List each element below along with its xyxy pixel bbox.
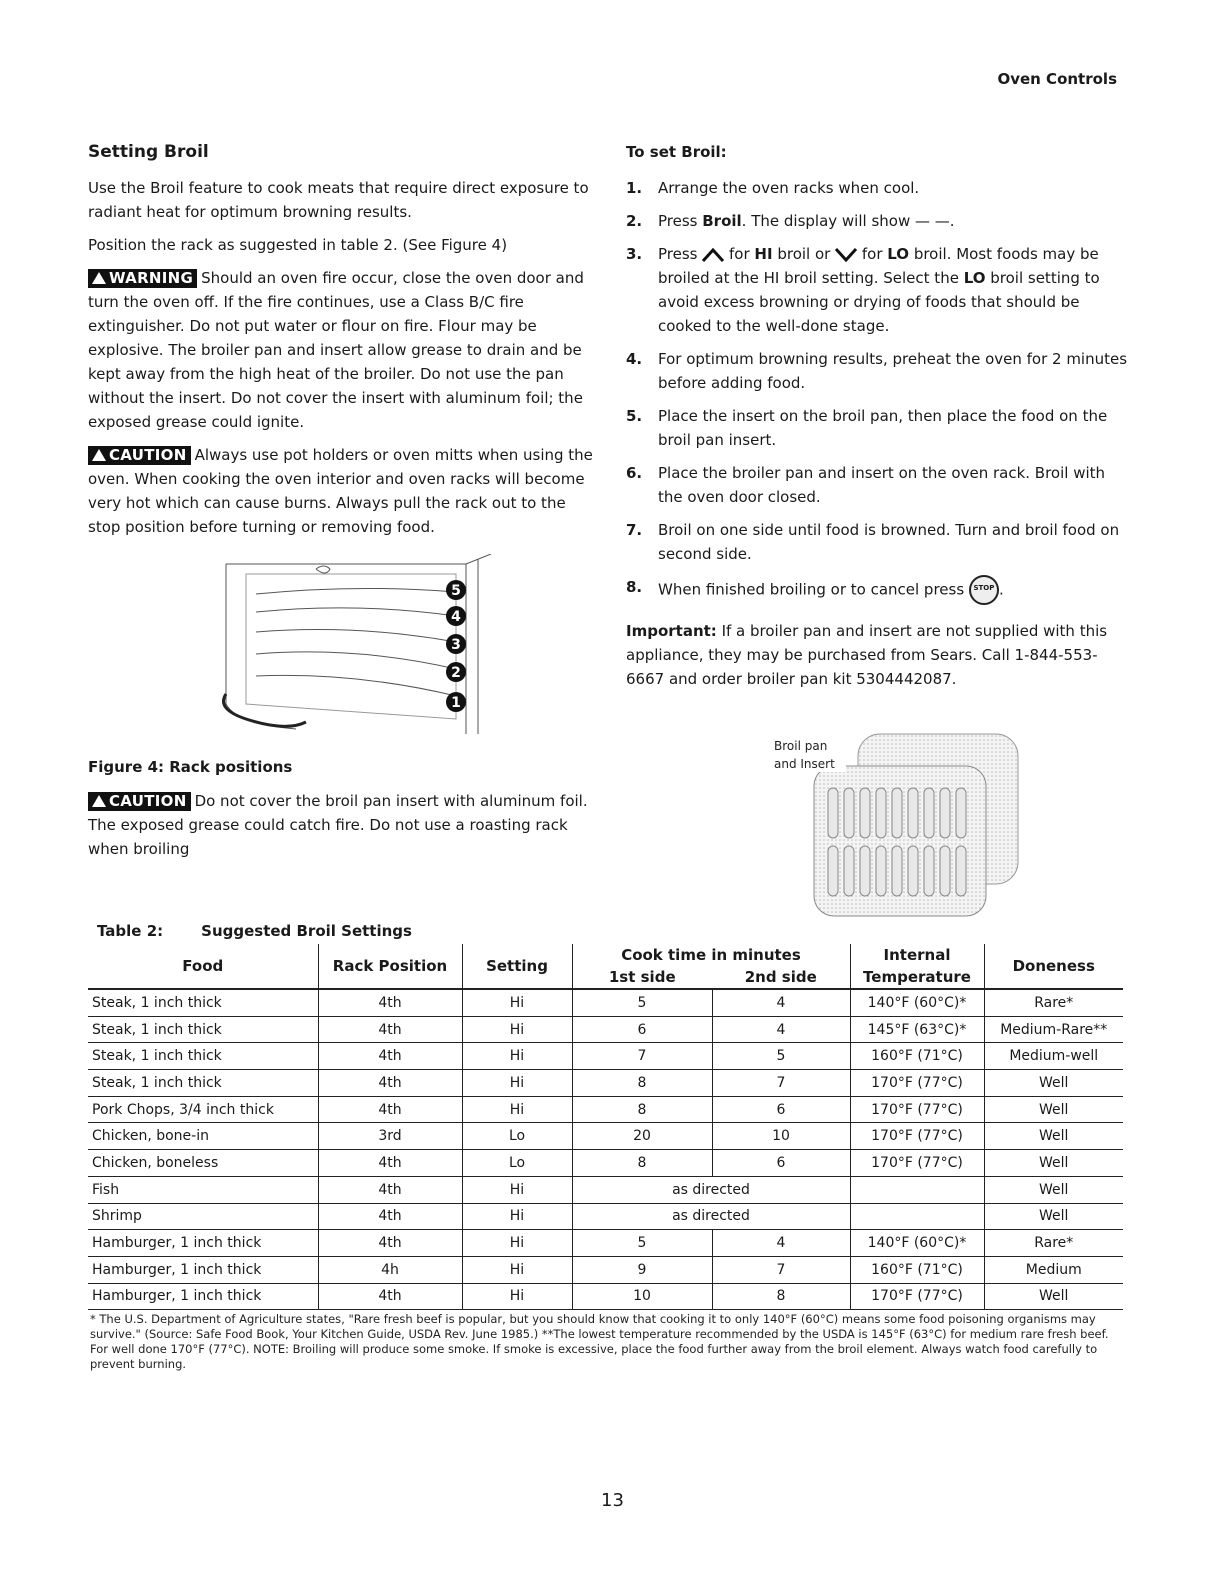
table-cell: 4 xyxy=(712,1016,850,1043)
caution-text-2: Do not cover the broil pan insert with aluminum foil. The exposed grease could catch fire. Do not use a roasting rack when broiling xyxy=(88,792,588,858)
table-cell: 5 xyxy=(572,1230,712,1257)
table-row xyxy=(88,1230,1123,1257)
table-cell: Fish xyxy=(88,1176,318,1203)
table-cell: 6 xyxy=(712,1150,850,1177)
table-cell: 170°F (77°C) xyxy=(850,1123,984,1150)
steps-title: To set Broil: xyxy=(626,143,727,161)
table-cell: 4 xyxy=(712,989,850,1016)
section-title: Setting Broil xyxy=(88,142,209,162)
table-cell: Steak, 1 inch thick xyxy=(88,989,318,1016)
table-cell: Hi xyxy=(462,1256,572,1283)
step-3: 3. Press for HI broil or for LO broil. Most foods may be broiled at the HI broil setting. Select the LO broil setting to avoid excess browning or drying of foods that should be cooked to the well-done stage. xyxy=(626,245,1100,335)
table-row xyxy=(88,1123,1123,1150)
table-row xyxy=(88,1176,1123,1203)
table-cell: 8 xyxy=(712,1283,850,1310)
table-cell: Well xyxy=(984,1283,1123,1310)
table-cell: 7 xyxy=(712,1070,850,1097)
table-cell: Medium-Rare** xyxy=(984,1016,1123,1043)
table-caption xyxy=(97,922,450,940)
table-cell: 170°F (77°C) xyxy=(850,1096,984,1123)
table-cell: 6 xyxy=(572,1016,712,1043)
table-cell: Medium-well xyxy=(984,1043,1123,1070)
caution-block-2 xyxy=(88,789,598,861)
table-cell: Shrimp xyxy=(88,1203,318,1230)
table-cell: 4 xyxy=(712,1230,850,1257)
important-note: Important: If a broiler pan and insert are not supplied with this appliance, they may be purchased from Sears. Call 1-844-553-6667 and order broiler pan kit 5304442087. xyxy=(626,622,1108,688)
table-cell: 7 xyxy=(712,1256,850,1283)
table-row xyxy=(88,1256,1123,1283)
stop-button-icon: STOP xyxy=(969,575,999,605)
table-cell: 4th xyxy=(318,989,462,1016)
table-cell: Hi xyxy=(462,1070,572,1097)
table-cell: 4th xyxy=(318,1016,462,1043)
col-rack-position: Rack Position xyxy=(318,944,462,989)
table-cell: 4th xyxy=(318,1203,462,1230)
table-cell: Chicken, boneless xyxy=(88,1150,318,1177)
rack-1-label: 1 xyxy=(451,695,461,711)
table-cell: 20 xyxy=(572,1123,712,1150)
table-cell: Well xyxy=(984,1070,1123,1097)
col-setting: Setting xyxy=(462,944,572,989)
rack-paragraph: Position the rack as suggested in table 2. (See Figure 4) xyxy=(88,236,508,254)
table-cell: Well xyxy=(984,1176,1123,1203)
col-doneness: Doneness xyxy=(984,944,1123,989)
broil-steps xyxy=(626,176,1132,605)
table-row xyxy=(88,1203,1123,1230)
table-cell: 170°F (77°C) xyxy=(850,1070,984,1097)
table-row xyxy=(88,1150,1123,1177)
table-cell: Hamburger, 1 inch thick xyxy=(88,1230,318,1257)
table-row xyxy=(88,1283,1123,1310)
table-cell: 10 xyxy=(712,1123,850,1150)
table-cell xyxy=(850,1203,984,1230)
figure-caption: Figure 4: Rack positions xyxy=(88,758,293,776)
table-cell: Hamburger, 1 inch thick xyxy=(88,1256,318,1283)
table-cell: Steak, 1 inch thick xyxy=(88,1016,318,1043)
table-cell: Well xyxy=(984,1203,1123,1230)
warning-text: Should an oven fire occur, close the oven door and turn the oven off. If the fire continues, use a Class B/C fire extinguisher. Do not put water or flour on fire. Flour may be explosive. The broiler pan and insert allow grease to drain and be kept away from the high heat of the broiler. Do not use the pan without the insert. Do not cover the insert with aluminum foil; the exposed grease could ignite. xyxy=(88,269,584,431)
table-cell: as directed xyxy=(572,1203,850,1230)
table-cell: 4th xyxy=(318,1283,462,1310)
rack-5-label: 5 xyxy=(451,583,461,599)
rack-2-label: 2 xyxy=(451,665,461,681)
warning-block xyxy=(88,266,598,434)
table-cell: Hi xyxy=(462,1016,572,1043)
table-cell: Hi xyxy=(462,989,572,1016)
table-cell: 145°F (63°C)* xyxy=(850,1016,984,1043)
table-cell: 160°F (71°C) xyxy=(850,1043,984,1070)
alert-triangle-icon xyxy=(92,449,106,461)
table-label: Table 2: xyxy=(97,922,164,940)
rack-number-badges xyxy=(446,580,466,712)
table-cell: Well xyxy=(984,1123,1123,1150)
table-cell: 6 xyxy=(712,1096,850,1123)
table-cell: 140°F (60°C)* xyxy=(850,1230,984,1257)
step-1: 1. Arrange the oven racks when cool. xyxy=(626,179,920,197)
section-header: Oven Controls xyxy=(997,70,1117,88)
caution-text: Always use pot holders or oven mitts when using the oven. When cooking the oven interior and oven racks will become very hot which can cause burns. Always pull the rack out to the stop position before turning or removing food. xyxy=(88,446,593,536)
table-cell: 4th xyxy=(318,1230,462,1257)
up-arrow-icon xyxy=(702,248,724,262)
table-cell: 5 xyxy=(712,1043,850,1070)
rack-3-label: 3 xyxy=(451,637,461,653)
table-cell: Chicken, bone-in xyxy=(88,1123,318,1150)
table-row xyxy=(88,1070,1123,1097)
table-cell: Rare* xyxy=(984,1230,1123,1257)
table-cell: Well xyxy=(984,1096,1123,1123)
table-cell: Well xyxy=(984,1150,1123,1177)
table-cell: Hi xyxy=(462,1043,572,1070)
table-cell: Hi xyxy=(462,1283,572,1310)
table-cell xyxy=(850,1176,984,1203)
table-row xyxy=(88,1016,1123,1043)
table-cell: Pork Chops, 3/4 inch thick xyxy=(88,1096,318,1123)
table-cell: Hi xyxy=(462,1203,572,1230)
pan-label-1: Broil pan xyxy=(774,739,828,753)
col-second-side: 2nd side xyxy=(712,966,850,989)
table-cell: 10 xyxy=(572,1283,712,1310)
step-5: 5. Place the insert on the broil pan, then place the food on the broil pan insert. xyxy=(626,407,1108,449)
footnote: * The U.S. Department of Agriculture states, "Rare fresh beef is popular, but you should know that cooking it to only 140°F (60°C) means some food poisoning organisms may survive." (Source: Safe Food Book, Your Kitchen Guide, USDA Rev. June 1985.) **The lowest temperature recommended by the USDA is 145°F (63°C) for medium rare fresh beef. For well done 170°F (77°C). NOTE: Broiling will produce some smoke. If smoke is excessive, place the food further away from the broil element. Always watch food carefully to prevent burning. xyxy=(90,1312,1109,1371)
warning-badge: WARNING xyxy=(88,269,197,288)
step-7: 7. Broil on one side until food is browned. Turn and broil food on second side. xyxy=(626,521,1120,563)
table-cell: Steak, 1 inch thick xyxy=(88,1043,318,1070)
step-6: 6. Place the broiler pan and insert on the oven rack. Broil with the oven door closed. xyxy=(626,464,1106,506)
rack-positions-figure xyxy=(216,554,506,734)
table-cell: 3rd xyxy=(318,1123,462,1150)
table-title: Suggested Broil Settings xyxy=(201,922,412,940)
table-cell: 140°F (60°C)* xyxy=(850,989,984,1016)
table-cell: 9 xyxy=(572,1256,712,1283)
table-cell: 4th xyxy=(318,1150,462,1177)
left-column xyxy=(88,140,598,870)
broil-settings-table xyxy=(88,944,1123,1310)
step-4: 4. For optimum browning results, preheat the oven for 2 minutes before adding food. xyxy=(626,350,1128,392)
caution-badge: CAUTION xyxy=(88,446,191,465)
caution-block xyxy=(88,443,598,539)
table-cell: as directed xyxy=(572,1176,850,1203)
col-first-side: 1st side xyxy=(572,966,712,989)
table-cell: 170°F (77°C) xyxy=(850,1283,984,1310)
table-cell: Steak, 1 inch thick xyxy=(88,1070,318,1097)
table-row xyxy=(88,1096,1123,1123)
page-number: 13 xyxy=(601,1490,624,1511)
alert-triangle-icon xyxy=(92,272,106,284)
rack-4-label: 4 xyxy=(451,609,461,625)
table-cell: 4th xyxy=(318,1043,462,1070)
table-cell: Lo xyxy=(462,1123,572,1150)
intro-paragraph: Use the Broil feature to cook meats that require direct exposure to radiant heat for optimum browning results. xyxy=(88,179,589,221)
table-cell: 8 xyxy=(572,1070,712,1097)
col-internal-2: Temperature xyxy=(850,966,984,989)
table-cell: Hi xyxy=(462,1176,572,1203)
table-cell: 8 xyxy=(572,1096,712,1123)
table-cell: 4h xyxy=(318,1256,462,1283)
table-cell: 160°F (71°C) xyxy=(850,1256,984,1283)
pan-label-2: and Insert xyxy=(774,757,835,771)
col-food: Food xyxy=(88,944,318,989)
table-cell: 4th xyxy=(318,1176,462,1203)
table-cell: 7 xyxy=(572,1043,712,1070)
table-cell: Hamburger, 1 inch thick xyxy=(88,1283,318,1310)
table-row xyxy=(88,989,1123,1016)
col-internal-1: Internal xyxy=(850,944,984,966)
col-cook-time: Cook time in minutes xyxy=(572,944,850,966)
table-row xyxy=(88,1043,1123,1070)
table-cell: 4th xyxy=(318,1070,462,1097)
alert-triangle-icon xyxy=(92,795,106,807)
table-cell: 5 xyxy=(572,989,712,1016)
table-cell: Hi xyxy=(462,1096,572,1123)
table-cell: Medium xyxy=(984,1256,1123,1283)
step-8: 8. When finished broiling or to cancel press STOP . xyxy=(626,575,1132,605)
table-cell: 8 xyxy=(572,1150,712,1177)
right-column xyxy=(626,140,1132,700)
table-cell: 170°F (77°C) xyxy=(850,1150,984,1177)
table-cell: Lo xyxy=(462,1150,572,1177)
down-arrow-icon xyxy=(835,248,857,262)
table-cell: 4th xyxy=(318,1096,462,1123)
step-2: 2. Press Broil. The display will show — —. xyxy=(626,212,955,230)
table-cell: Hi xyxy=(462,1230,572,1257)
broil-pan-figure xyxy=(770,730,1022,920)
table-cell: Rare* xyxy=(984,989,1123,1016)
caution-badge-2: CAUTION xyxy=(88,792,191,811)
